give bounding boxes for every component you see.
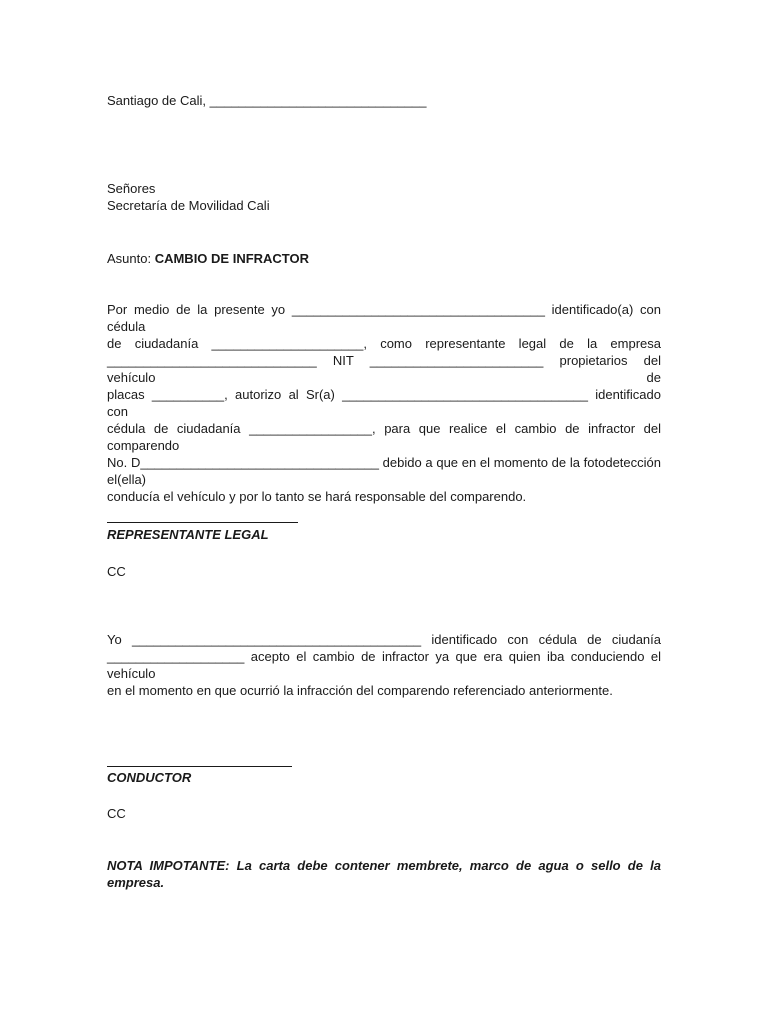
body-line: de ciudadanía _____________________, como representante legal de la empresa	[107, 336, 661, 351]
body-line: conducía el vehículo y por lo tanto se hará responsable del comparendo.	[107, 489, 527, 504]
driver-id-label: CC	[107, 806, 126, 821]
representative-id-label: CC	[107, 564, 126, 579]
subject-label: Asunto:	[107, 251, 155, 266]
body-paragraph	[107, 301, 661, 505]
body-line: Por medio de la presente yo ___________________________________ identificado(a) con cédula	[107, 302, 661, 334]
recipient-entity: Secretaría de Movilidad Cali	[107, 198, 270, 213]
driver-title: CONDUCTOR	[107, 770, 192, 785]
body-line: cédula de ciudadanía _________________, para que realice el cambio de infractor del comparendo	[107, 421, 661, 453]
representative-title: REPRESENTANTE LEGAL	[107, 527, 269, 542]
signature-line-representative	[107, 522, 298, 523]
important-note	[107, 857, 661, 891]
signature-line-driver	[107, 766, 292, 767]
subject-line	[107, 250, 309, 267]
body-line: No. D_________________________________ debido a que en el momento de la fotodetección el(ella)	[107, 455, 661, 487]
body-line: placas __________, autorizo al Sr(a) __________________________________ identificado con	[107, 387, 661, 419]
driver-line: ___________________ acepto el cambio de infractor ya que era quien iba conduciendo el vehículo	[107, 649, 661, 681]
note-line: empresa.	[107, 875, 165, 890]
place-date-line: Santiago de Cali, ______________________________	[107, 93, 427, 108]
subject-value: CAMBIO DE INFRACTOR	[154, 251, 310, 266]
driver-line: Yo ________________________________________ identificado con cédula de ciudanía	[107, 632, 661, 647]
note-line: NOTA IMPOTANTE: La carta debe contener membrete, marco de agua o sello de la	[107, 858, 661, 873]
driver-line: en el momento en que ocurrió la infracción del comparendo referenciado anteriormente.	[107, 683, 613, 698]
driver-paragraph	[107, 631, 661, 699]
body-line: _____________________________ NIT ________________________ propietarios del vehículo de	[107, 353, 661, 385]
recipient-salutation: Señores	[107, 181, 156, 196]
